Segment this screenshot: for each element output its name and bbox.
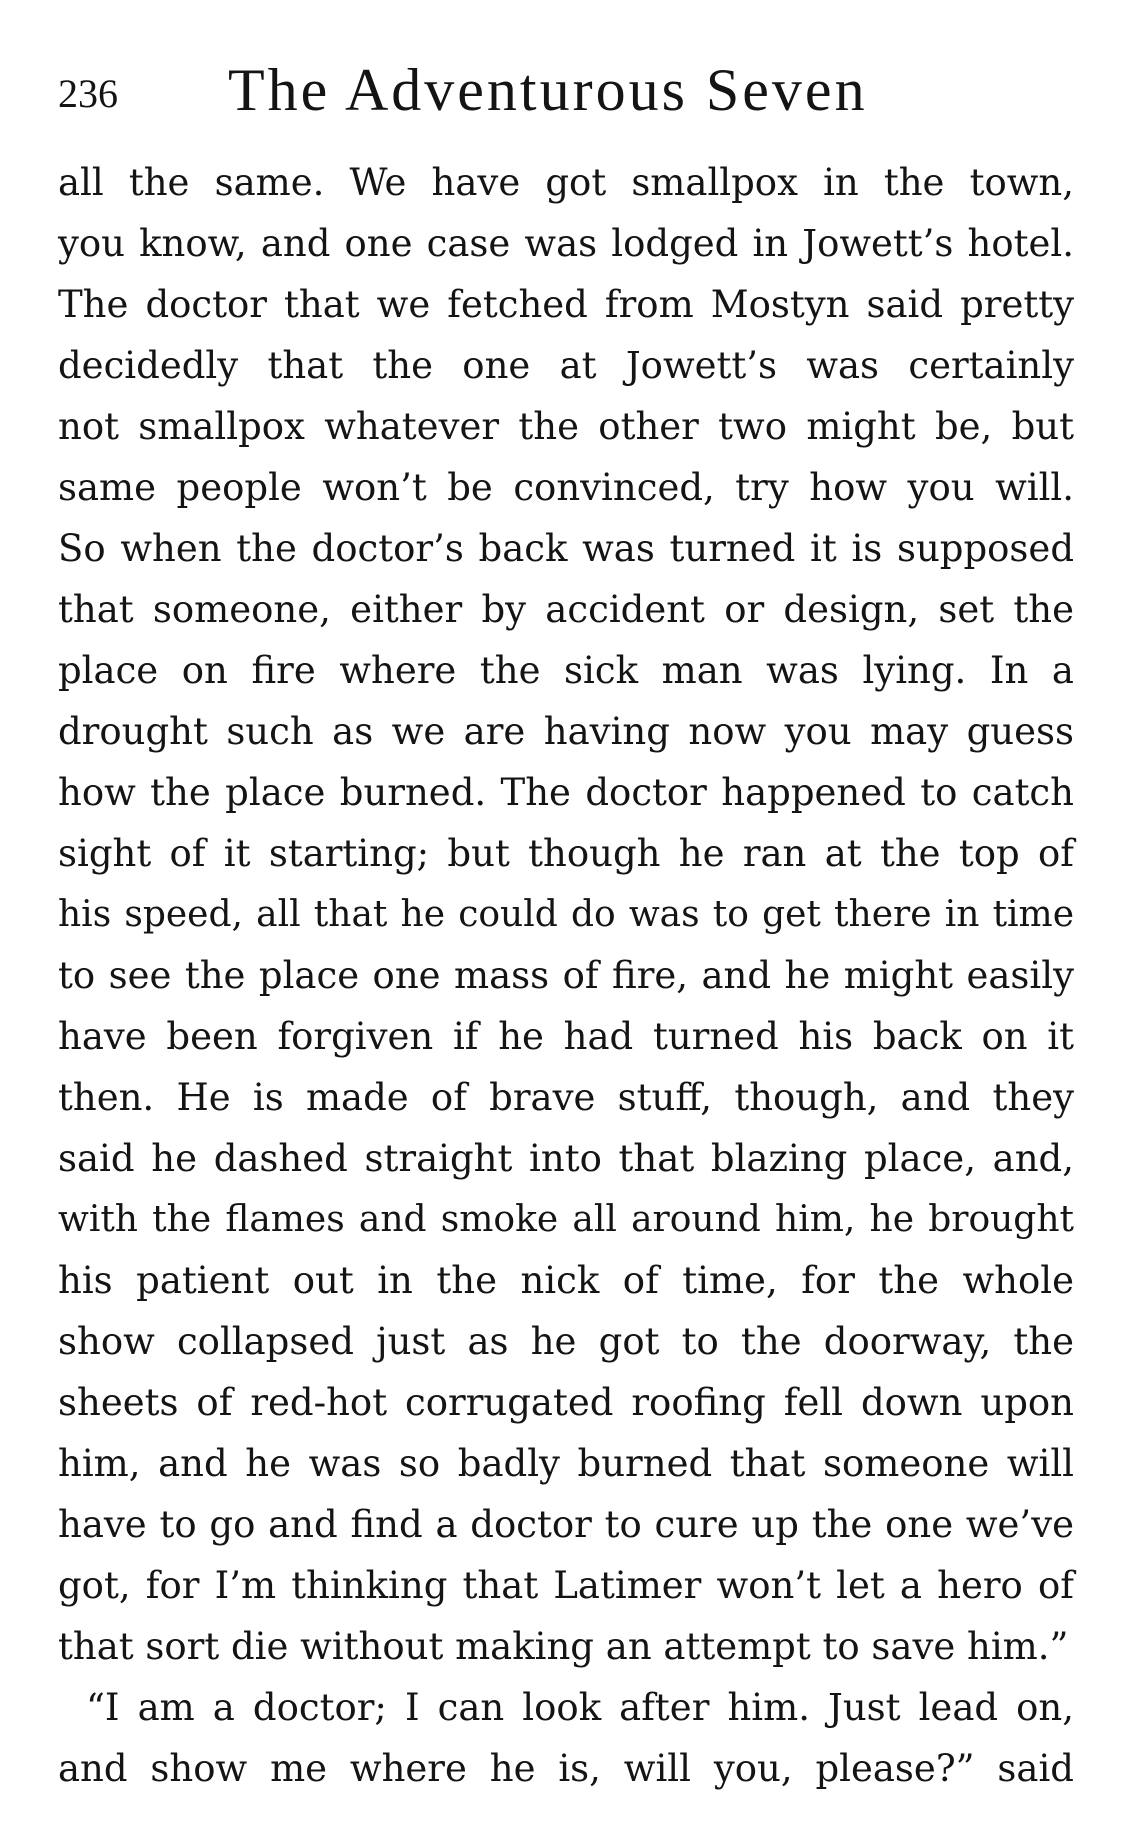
- text-line: same people won’t be convinced, try how you will.: [58, 466, 1074, 509]
- text-line: place on fire where the sick man was lying. In a: [58, 649, 1074, 692]
- text-line: his patient out in the nick of time, for the whole: [58, 1259, 1074, 1302]
- text-line: how the place burned. The doctor happened to catch: [58, 771, 1074, 814]
- text-line: “I am a doctor; I can look after him. Just lead on,: [86, 1686, 1074, 1729]
- text-line: got, for I’m thinking that Latimer won’t let a hero of: [58, 1564, 1074, 1607]
- text-line: sight of it starting; but though he ran at the top of: [58, 832, 1074, 875]
- text-line: not smallpox whatever the other two might be, but: [58, 405, 1074, 448]
- text-line: then. He is made of brave stuff, though, and they: [58, 1076, 1074, 1119]
- body-text: [58, 152, 1074, 1799]
- page-number: 236: [58, 71, 118, 116]
- text-line: show collapsed just as he got to the doorway, the: [58, 1320, 1074, 1363]
- text-line: that sort die without making an attempt to save him.”: [58, 1625, 1069, 1668]
- text-line: drought such as we are having now you may guess: [58, 710, 1074, 753]
- text-line: said he dashed straight into that blazing place, and,: [58, 1137, 1074, 1180]
- text-line: have been forgiven if he had turned his back on it: [58, 1015, 1074, 1058]
- text-line: sheets of red-hot corrugated roofing fell down upon: [58, 1381, 1074, 1424]
- text-line: to see the place one mass of fire, and he might easily: [58, 954, 1074, 997]
- text-line: and show me where he is, will you, please?” said: [58, 1747, 1074, 1790]
- running-title: The Adventurous Seven: [228, 57, 868, 123]
- running-head: [58, 44, 1088, 134]
- text-line: decidedly that the one at Jowett’s was certainly: [58, 344, 1074, 387]
- text-line: all the same. We have got smallpox in the town,: [58, 161, 1074, 204]
- text-line: you know, and one case was lodged in Jowett’s hotel.: [58, 222, 1074, 265]
- text-line: his speed, all that he could do was to get there in time: [58, 894, 1074, 935]
- text-line: The doctor that we fetched from Mostyn said pretty: [58, 283, 1074, 326]
- text-line: him, and he was so badly burned that someone will: [58, 1442, 1074, 1485]
- text-line: have to go and find a doctor to cure up the one we’ve: [58, 1503, 1074, 1546]
- text-line: that someone, either by accident or design, set the: [58, 588, 1074, 631]
- text-line: So when the doctor’s back was turned it is supposed: [58, 527, 1074, 570]
- text-line: with the flames and smoke all around him, he brought: [58, 1199, 1074, 1240]
